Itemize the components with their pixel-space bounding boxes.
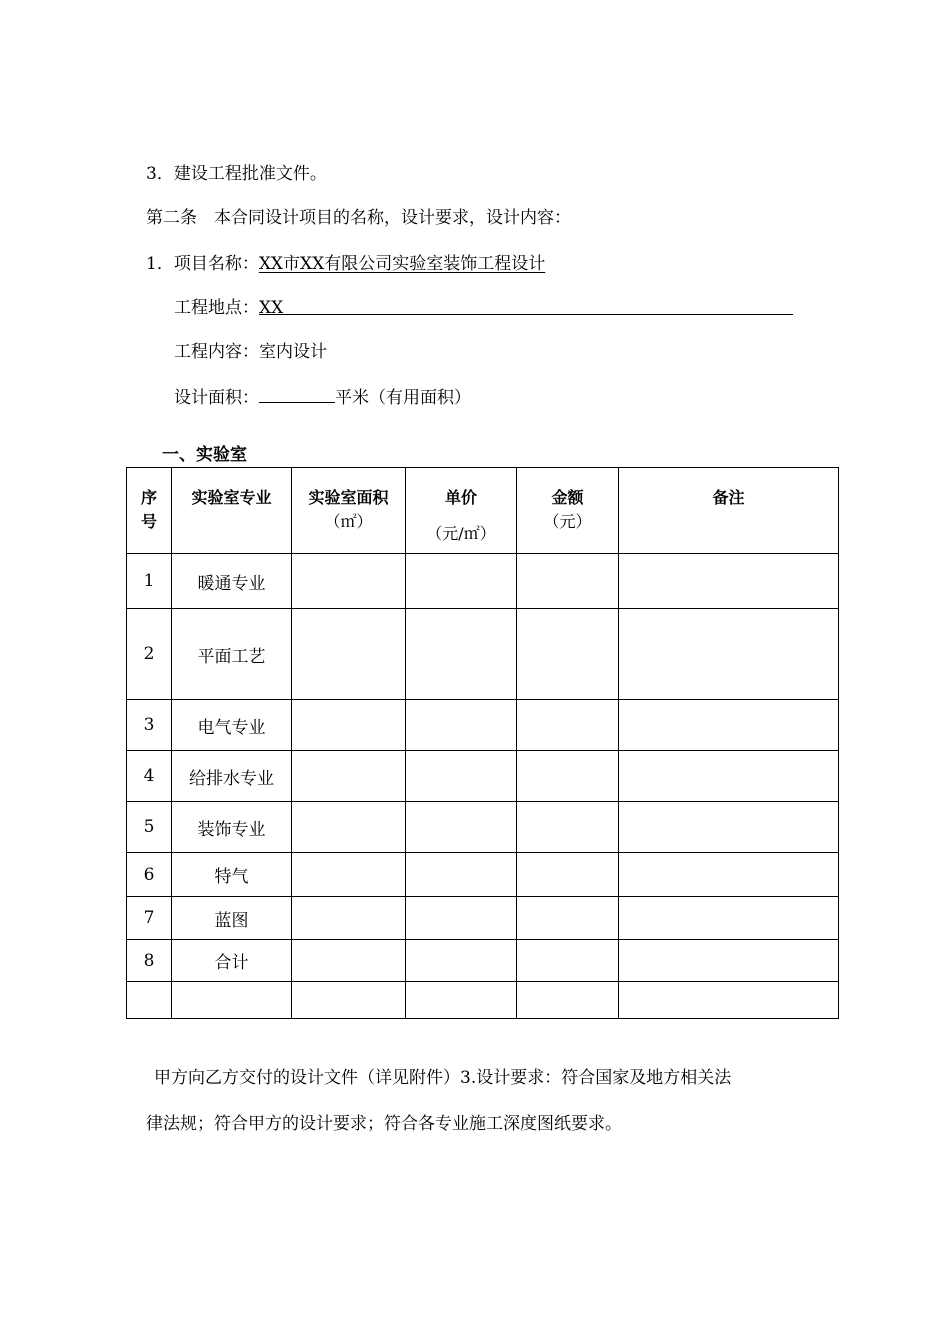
row-amount-cell — [517, 609, 619, 700]
row-area-cell — [292, 982, 406, 1019]
table-row — [127, 700, 839, 751]
content-line — [174, 340, 327, 364]
row-amount-cell — [517, 554, 619, 609]
lab-fee-table — [126, 467, 839, 1019]
row-seq: 4 — [127, 751, 172, 802]
row-area-cell — [292, 554, 406, 609]
row-area-cell — [292, 751, 406, 802]
area-line — [174, 384, 471, 410]
row-area-cell — [292, 853, 406, 897]
content-label: 工程内容： — [174, 342, 259, 362]
header-unit-price: 单价 （元/㎡） — [406, 468, 517, 554]
row-seq: 1 — [127, 554, 172, 609]
header-area: 实验室面积 （㎡） — [292, 468, 406, 554]
paragraph-line-2: 律法规；符合甲方的设计要求；符合各专业施工深度图纸要求。 — [146, 1114, 622, 1134]
row-specialty: 合计 — [172, 940, 292, 982]
table-row — [127, 940, 839, 982]
row-area-cell — [292, 802, 406, 853]
row-specialty — [172, 982, 292, 1019]
row-remarks-cell — [619, 751, 839, 802]
area-suffix: 平米（有用面积） — [335, 388, 471, 408]
project-name-line — [146, 252, 545, 276]
header-seq: 序 号 — [127, 468, 172, 554]
area-blank — [259, 384, 335, 403]
table-header-row — [127, 468, 839, 554]
row-amount-cell — [517, 802, 619, 853]
project-name-label: 1．项目名称： — [146, 254, 259, 274]
table-row — [127, 554, 839, 609]
header-amount: 金额 （元） — [517, 468, 619, 554]
row-price-cell — [406, 897, 517, 940]
location-label: 工程地点： — [174, 298, 259, 318]
row-remarks-cell — [619, 853, 839, 897]
row-price-cell — [406, 751, 517, 802]
row-price-cell — [406, 802, 517, 853]
row-price-cell — [406, 853, 517, 897]
paragraph-line-1: 甲方向乙方交付的设计文件（详见附件）3.设计要求：符合国家及地方相关法 — [154, 1068, 732, 1088]
row-amount-cell — [517, 897, 619, 940]
row-seq: 3 — [127, 700, 172, 751]
content-value: 室内设计 — [259, 342, 327, 362]
row-remarks-cell — [619, 940, 839, 982]
row-area-cell — [292, 940, 406, 982]
row-area-cell — [292, 897, 406, 940]
row-price-cell — [406, 609, 517, 700]
table-row-empty — [127, 982, 839, 1019]
row-seq: 2 — [127, 609, 172, 700]
article-2-heading: 第二条 本合同设计项目的名称，设计要求，设计内容： — [146, 208, 571, 228]
row-specialty: 装饰专业 — [172, 802, 292, 853]
table-row — [127, 802, 839, 853]
row-specialty: 蓝图 — [172, 897, 292, 940]
location-line — [174, 296, 793, 320]
item-3-text: 3．建设工程批准文件。 — [146, 164, 327, 184]
row-price-cell — [406, 554, 517, 609]
row-remarks-cell — [619, 982, 839, 1019]
row-area-cell — [292, 609, 406, 700]
row-remarks-cell — [619, 897, 839, 940]
table-row — [127, 751, 839, 802]
table-row — [127, 853, 839, 897]
row-seq: 6 — [127, 853, 172, 897]
row-seq: 7 — [127, 897, 172, 940]
row-amount-cell — [517, 853, 619, 897]
row-seq — [127, 982, 172, 1019]
row-amount-cell — [517, 940, 619, 982]
row-specialty: 给排水专业 — [172, 751, 292, 802]
row-specialty: 平面工艺 — [172, 609, 292, 700]
header-specialty: 实验室专业 — [172, 468, 292, 554]
table-row — [127, 897, 839, 940]
row-remarks-cell — [619, 554, 839, 609]
row-amount-cell — [517, 982, 619, 1019]
row-specialty: 电气专业 — [172, 700, 292, 751]
row-specialty: 暖通专业 — [172, 554, 292, 609]
row-seq: 8 — [127, 940, 172, 982]
row-seq: 5 — [127, 802, 172, 853]
row-specialty: 特气 — [172, 853, 292, 897]
row-price-cell — [406, 700, 517, 751]
location-value: XX — [259, 298, 284, 318]
location-blank — [259, 296, 793, 318]
table-row — [127, 609, 839, 700]
header-remarks: 备注 — [619, 468, 839, 554]
row-remarks-cell — [619, 609, 839, 700]
row-price-cell — [406, 940, 517, 982]
row-amount-cell — [517, 700, 619, 751]
row-remarks-cell — [619, 802, 839, 853]
area-label: 设计面积： — [174, 388, 259, 408]
row-amount-cell — [517, 751, 619, 802]
row-area-cell — [292, 700, 406, 751]
project-name-value: XX市XX有限公司实验室装饰工程设计 — [258, 254, 546, 274]
row-price-cell — [406, 982, 517, 1019]
row-remarks-cell — [619, 700, 839, 751]
section-title: 一、实验室 — [162, 445, 247, 465]
